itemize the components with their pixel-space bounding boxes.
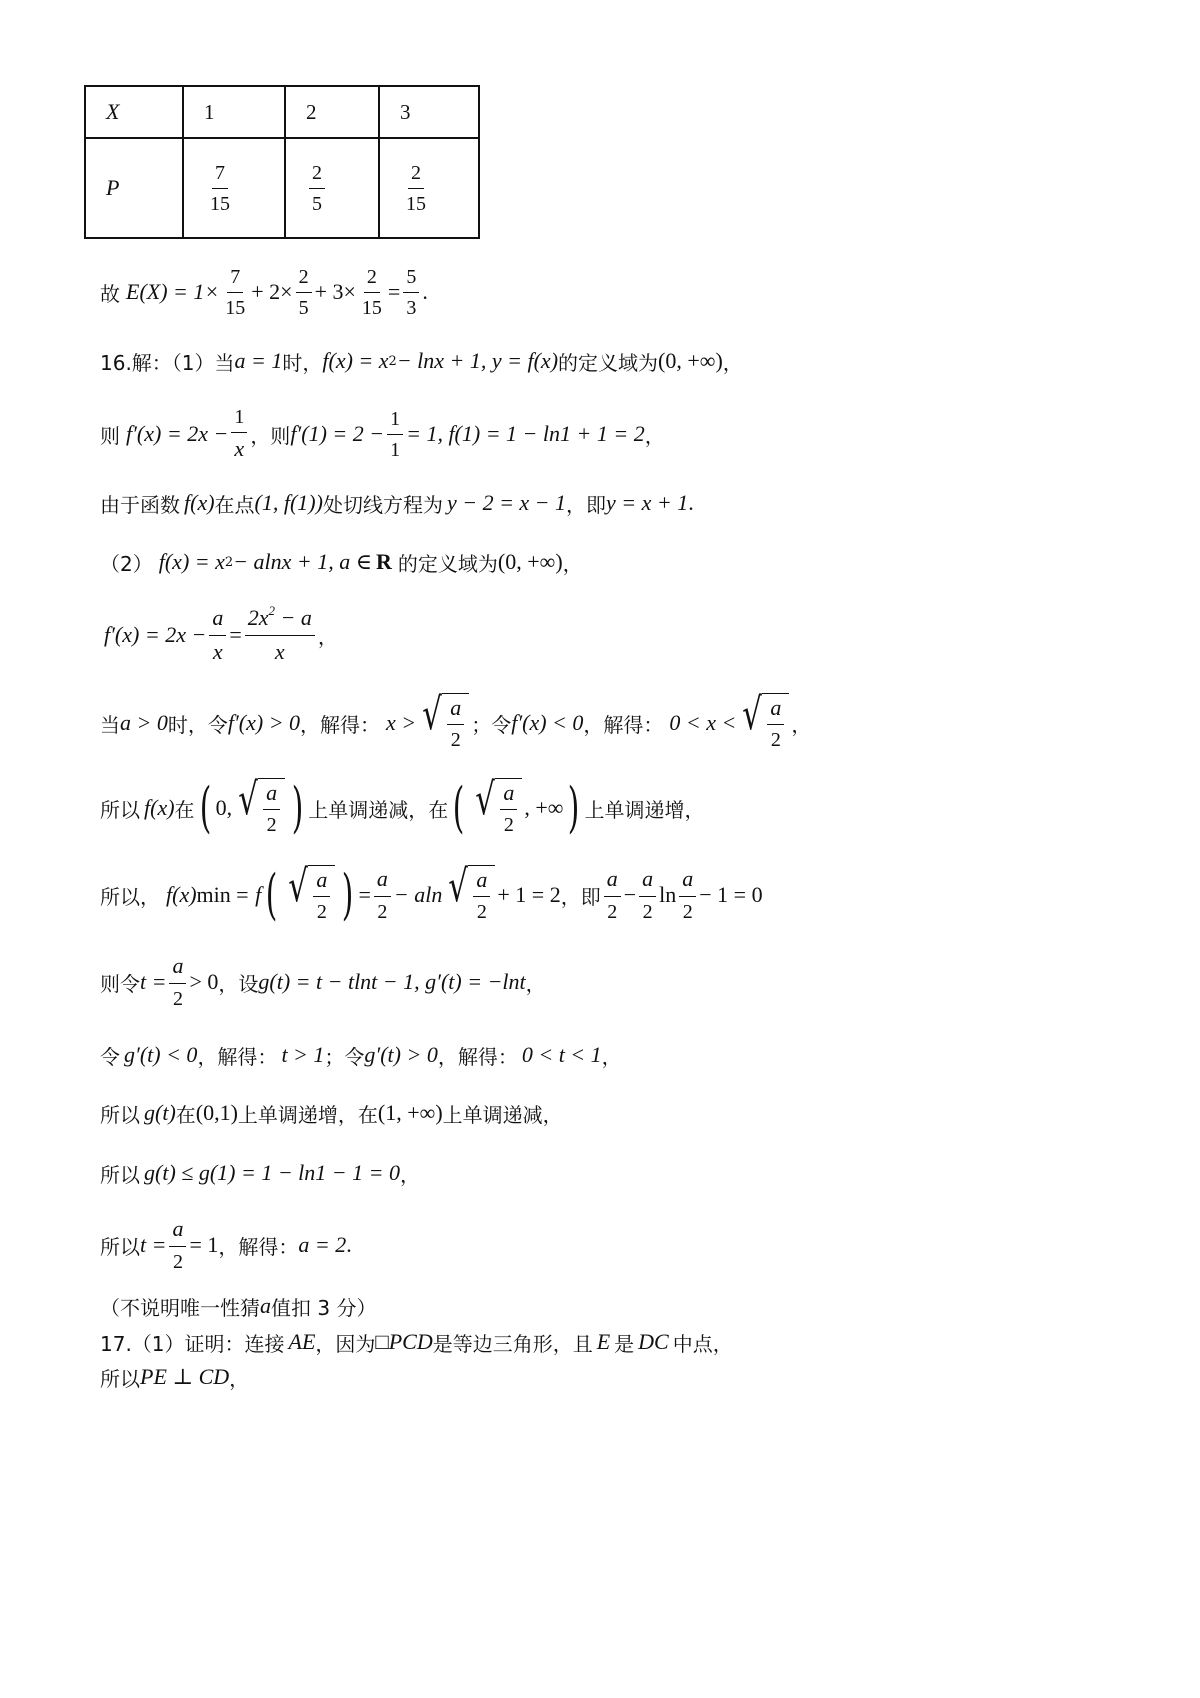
q16-line-12: 所以 g(t) ≤ g(1) = 1 − ln1 − 1 = 0 ，: [100, 1160, 420, 1187]
table-cell: 1: [183, 86, 285, 138]
expectation-line: 故 E(X) = 1× $\frac{7}{15}$ + 2× $\frac{2}{5}$ + 3× $\frac{2}{15}$ = $\frac{5}{3}$ .: [100, 265, 428, 319]
table-cell: $\frac{2}{15}$: [379, 138, 479, 238]
q16-line-11: 所以 g(t) 在 (0,1) 上单调递增，在 (1, +∞) 上单调递减，: [100, 1100, 563, 1127]
q16-line-9: 则令 t = $\frac{a}{2}$ > 0 ，设 g(t) = t − tlnt − 1, g′(t) = −lnt ，: [100, 953, 546, 1010]
q16-line-3: 由于函数 f(x) 在点 (1, f(1)) 处切线方程为 y − 2 = x − 1 ，即 y = x + 1 .: [100, 490, 694, 517]
table-cell: $\frac{2}{5}$: [285, 138, 379, 238]
q16-line-6: 当 a > 0 时，令 f′(x) > 0 ，解得： x > √ $\frac{a}{2}$ ；令 f′(x) < 0 ，解得： 0 < x < √ $\frac{a}{2}$ ，: [100, 688, 812, 752]
table-cell: 3: [379, 86, 479, 138]
q17-line-1: 17.（1）证明：连接 AE ，因为 □ PCD 是等边三角形，且 E 是 DC 中点，: [100, 1329, 733, 1356]
table-cell: $\frac{7}{15}$: [183, 138, 285, 238]
q16-line-7: 所以 f(x) 在 ( 0, √ $\frac{a}{2}$ ) 上单调递减，在 ( √ $\frac{a}{2}$ , +∞ ) 上单调递增，: [100, 773, 705, 839]
distribution-table: [84, 85, 480, 239]
q16-line-2: 则 f′(x) = 2x − $\frac{1}{x}$ ，则 f′(1) = 2 − $\frac{1}{1}$ = 1, f(1) = 1 − ln1 + 1 = 2 ，: [100, 406, 665, 462]
q16-line-13: 所以 t = $\frac{a}{2}$ = 1 ，解得： a = 2 .: [100, 1216, 352, 1273]
table-header-p: P: [85, 138, 183, 238]
table-cell: 2: [285, 86, 379, 138]
grading-note: （不说明唯一性猜 a 值扣 3 分）: [100, 1293, 377, 1320]
q16-line-10: 令 g′(t) < 0 ，解得： t > 1 ；令 g′(t) > 0 ，解得： 0 < t < 1 ，: [100, 1042, 622, 1069]
q16-line-1: 16.解：（1）当 a = 1 时， f(x) = x 2 − lnx + 1, y = f(x) 的定义域为 (0, +∞) ，: [100, 348, 743, 375]
q16-line-8: 所以， f(x) min = f ( √ $\frac{a}{2}$ ) = $\frac{a}{2}$ − aln √ $\frac{a}{2}$ + 1 = 2 ，即 $\frac{a}{2}$ − $\frac{a}{2}$ ln $\frac{a}{2}$ − 1 = 0: [100, 860, 763, 926]
missing-glyph-box: □: [375, 1329, 389, 1354]
q16-line-5: f′(x) = 2x − $\frac{a}{x}$ = $\frac{2x^2 - a}{x}$ ，: [104, 603, 338, 664]
q16-line-4: （2） f(x) = x 2 − alnx + 1, a ∈ R 的定义域为 (0, +∞) ，: [100, 549, 583, 576]
q17-line-2: 所以 PE ⊥ CD ，: [100, 1364, 250, 1391]
table-header-x: X: [85, 86, 183, 138]
